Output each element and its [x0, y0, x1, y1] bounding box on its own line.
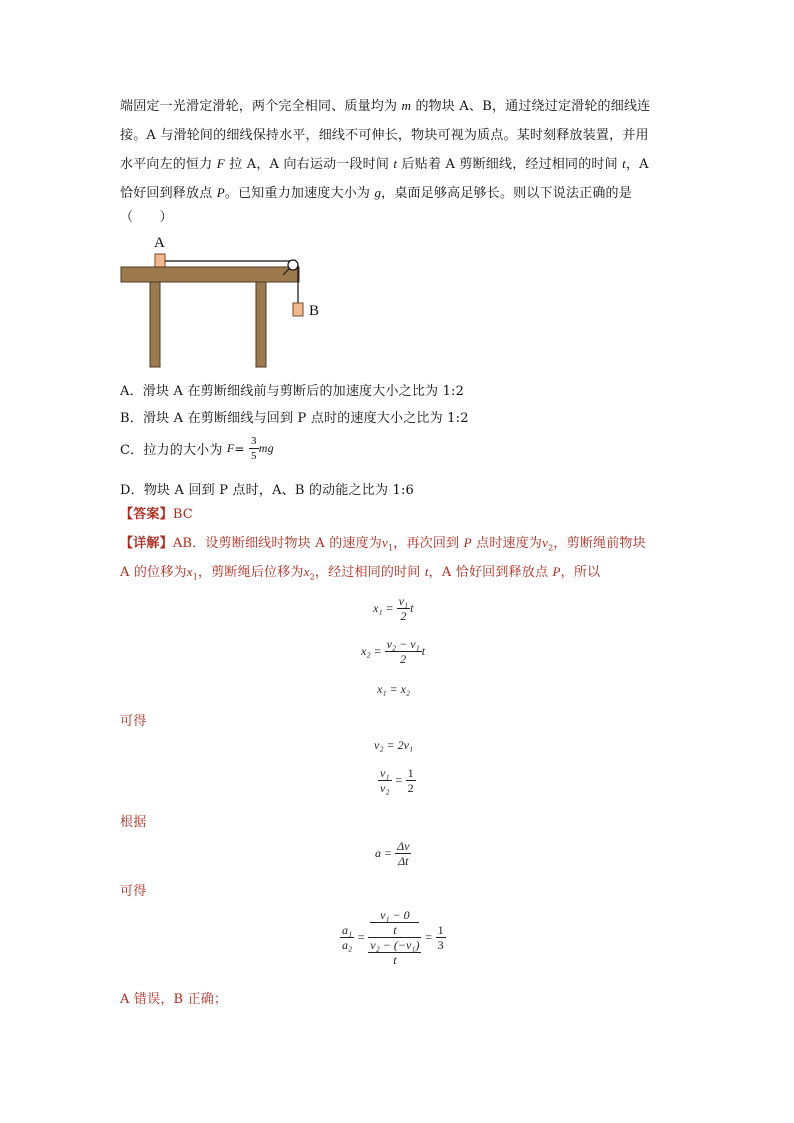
numerator: Δv	[397, 839, 410, 853]
var-v: v	[542, 535, 549, 550]
equals: =	[394, 773, 403, 787]
denominator: 5	[251, 450, 257, 462]
text: ，经过相同的时间	[314, 565, 425, 580]
equals: =	[357, 930, 366, 944]
fraction	[395, 839, 411, 868]
text: ，所以	[560, 565, 601, 580]
numerator: 3	[251, 435, 257, 447]
numerator: 1	[407, 766, 414, 780]
numerator: v₂ − (−v₁)	[370, 938, 420, 952]
fraction	[385, 637, 422, 666]
tabletop	[121, 267, 299, 282]
fraction	[406, 766, 416, 795]
text: 水平向左的恒力	[120, 157, 217, 172]
var-t: t	[424, 564, 429, 579]
equation-4: v₂ = 2v₁	[374, 738, 414, 752]
conclusion-line: A 错误，B 正确；	[120, 992, 228, 1007]
text: A 的位移为	[120, 565, 187, 580]
equals: =	[234, 441, 245, 456]
answer-label: 【答案】	[120, 507, 173, 522]
lhs: x₂ =	[361, 644, 382, 658]
var-P: P	[216, 185, 225, 200]
numerator: v₁ − 0	[370, 908, 419, 923]
var-F: F	[216, 156, 225, 171]
text: ，剪断绳前物块	[553, 536, 646, 551]
subscript: 2	[548, 543, 554, 553]
question-line-4	[120, 182, 632, 201]
pulley	[288, 260, 298, 270]
kede-1: 可得	[120, 714, 147, 729]
var-F: F	[226, 441, 235, 455]
pulley-table-figure	[115, 230, 335, 372]
denominator: 3	[437, 938, 444, 952]
fraction	[397, 594, 414, 623]
label-b: B	[309, 303, 320, 319]
var-m: m	[401, 98, 412, 113]
solution-line-2	[120, 561, 600, 582]
solution-line-1	[120, 532, 646, 553]
text: 端固定一光滑定滑轮，两个完全相同、质量均为	[120, 99, 402, 114]
text: 。已知重力加速度大小为	[224, 186, 375, 201]
text: ，剪断绳后位移为	[198, 565, 304, 580]
question-line-1	[120, 95, 650, 114]
denominator: t	[393, 923, 397, 937]
text: AB．设剪断细线时物块 A 的速度为	[172, 536, 383, 551]
var-t: t	[410, 601, 414, 615]
equation-2	[361, 637, 425, 666]
denominator: a₂	[342, 938, 353, 952]
text: 拉 A，A 向右运动一段时间	[224, 157, 394, 172]
label-a: A	[154, 235, 165, 251]
answer-blank: （ ）	[120, 210, 173, 225]
fraction	[378, 766, 392, 795]
text: ，A	[625, 157, 649, 172]
var-t: t	[421, 644, 426, 658]
denominator: 2	[400, 609, 407, 623]
numerator: v₁	[398, 594, 409, 608]
text: 的物块 A、B，通过绕过定滑轮的细线连	[411, 99, 651, 114]
var-P: P	[463, 535, 472, 550]
var-v: v	[382, 535, 388, 550]
compound-fraction	[368, 908, 421, 967]
genju: 根据	[120, 815, 147, 830]
equation-7	[340, 908, 446, 967]
equation-1	[373, 594, 413, 623]
table-leg-right	[256, 282, 266, 367]
text: 点时速度为	[471, 536, 543, 551]
question-line-3	[120, 153, 649, 172]
option-c	[120, 434, 274, 463]
compound-numerator	[368, 908, 421, 938]
var-x: x	[303, 564, 310, 579]
var-P: P	[552, 564, 561, 579]
text: C．拉力的大小为	[120, 443, 223, 458]
fraction	[249, 434, 259, 463]
block-b	[293, 303, 303, 316]
equation-3: x₁ = x₂	[377, 682, 411, 696]
var-t: t	[393, 156, 398, 171]
text: ，桌面足够高足够长。则以下说法正确的是	[381, 186, 632, 201]
numerator: v₁	[380, 766, 390, 780]
denominator: Δt	[398, 854, 409, 868]
equation-5	[378, 766, 416, 795]
subscript: 1	[388, 543, 394, 553]
text: ，A 恰好回到释放点	[428, 565, 553, 580]
denominator: 2	[407, 781, 414, 795]
lhs: a =	[375, 846, 393, 860]
fraction	[340, 923, 354, 952]
fraction	[436, 923, 446, 952]
answer-value: BC	[172, 507, 193, 522]
denominator: t	[393, 953, 397, 967]
numerator: 1	[437, 923, 444, 937]
text: ，再次回到	[393, 536, 464, 551]
fraction	[370, 908, 419, 937]
var-g: g	[374, 185, 382, 200]
text: 后贴着 A 剪断细线，经过相同的时间	[397, 157, 623, 172]
var-x: x	[186, 564, 193, 579]
equation-6	[375, 839, 411, 868]
text: 恰好回到释放点	[120, 186, 217, 201]
subscript: 1	[192, 572, 199, 582]
numerator: v₂ − v₁	[386, 637, 420, 651]
kede-2: 可得	[120, 884, 147, 899]
lhs: x₁ =	[373, 601, 394, 615]
var-t: t	[622, 156, 626, 171]
denominator: v₂	[380, 781, 390, 795]
var-mg: mg	[258, 441, 274, 455]
option-b: B．滑块 A 在剪断细线与回到 P 点时的速度大小之比为 1:2	[120, 411, 469, 426]
option-a: A．滑块 A 在剪断细线前与剪断后的加速度大小之比为 1:2	[120, 384, 465, 399]
table-leg-left	[150, 282, 160, 367]
numerator: a₁	[342, 923, 353, 937]
question-line-2: 接。A 与滑轮间的细线保持水平，细线不可伸长，物块可视为质点。某时刻释放装置，并用	[120, 128, 649, 143]
subscript: 2	[309, 572, 315, 582]
equals: =	[424, 930, 433, 944]
block-a	[155, 254, 165, 267]
fraction	[368, 938, 421, 967]
answer-line	[120, 503, 193, 522]
solution-label: 【详解】	[120, 536, 173, 551]
option-d: D．物块 A 回到 P 点时，A、B 的动能之比为 1:6	[120, 483, 415, 498]
denominator: 2	[400, 652, 407, 666]
compound-denominator	[368, 938, 421, 967]
